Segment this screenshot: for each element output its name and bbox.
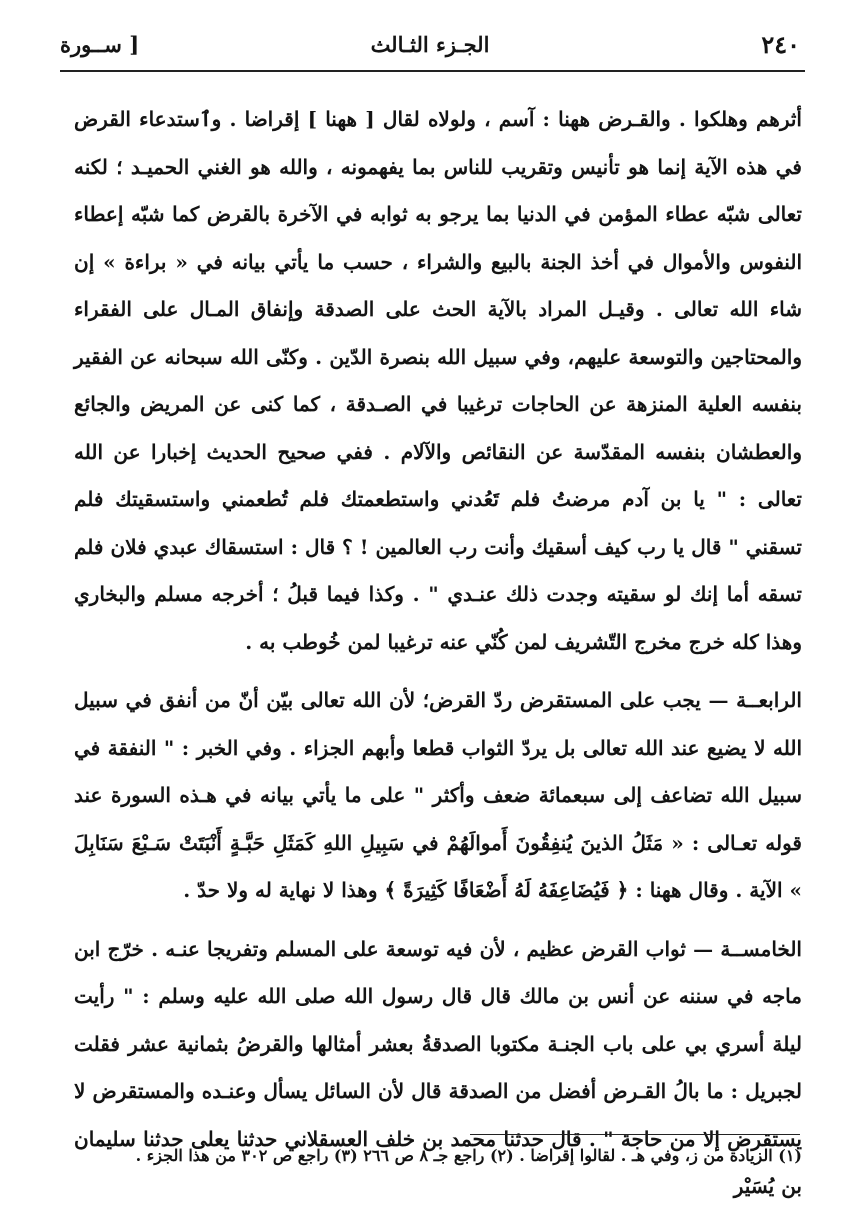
paragraph-intro: أثرهم وهلكوا . والقـرض ههنا : آسم ، ولولاه لقال [ ههنا ] إقراضا . وٱستدعاء القرض في هذه الآية إنما هو تأنيس وتقريب للناس بما يفهمونه ، والله هو الغني الحميـد ؛ لكنه تعالى شبّه عطاء المؤمن في الدنيا بما يرجو به ثوابه في الآخرة بالقرض كما شبّه إعطاء النفوس والأموال في أخذ الجنة بالبيع والشراء ، حسب ما يأتي بيانه في « براءة » إن شاء الله تعالى . وقيـل المراد بالآية الحث على الصدقة وإنفاق المـال على الفقراء والمحتاجين والتوسعة عليهم، وفي سبيل الله بنصرة الدّين . وكنّى الله سبحانه عن الفقير بنفسه العلية المنزهة عن الحاجات ترغيبا في الصـدقة ، كما كنى عن المريض والجائع والعطشان بنفسه المقدّسة عن النقائص والآلام . ففي صحيح الحديث إخبارا عن الله تعالى : " يا بن آدم مرضتُ فلم تَعُدني واستطعمتك فلم تُطعمني واستسقيتك فلم تسقني " قال يا رب كيف أسقيك وأنت رب العالمين ! ؟ قال : استسقاك عبدي فلان فلم تسقه أما إنك لو سقيته وجدت ذلك عنـدي " . وكذا فيما قبلُ ؛ أخرجه مسلم والبخاري وهذا كله خرج مخرج التّشريف لمن كُنّي عنه ترغيبا لمن خُوطب به . (74, 107, 803, 654)
paragraph-fourth: الرابعــة — يجب على المستقرض ردّ القرض؛ لأن الله تعالى بيّن أنّ من أنفق في سبيل الله لا يضيع عند الله تعالى بل يردّ الثواب قطعا وأبهم الجزاء . وفي الخبر : " النفقة في سبيل الله تضاعف إلى سبعمائة ضعف وأكثر " على ما يأتي بيانه في هـذه السورة عند قوله تعـالى : « مَثَلُ الذينَ يُنفِقُونَ أَموالَهُمْ في سَبِيلِ اللهِ كَمَثَلِ حَبَّـةٍ أَنْبَتَتْ سَـبْعَ سَنَابِلَ » الآية . وقال ههنا : ﴿ فَيُضَاعِفَهُ لَهُ أَضْعَافًا كَثِيرَةً ﴾ وهذا لا نهاية له ولا حدّ . (74, 688, 802, 902)
header-rule (60, 70, 805, 72)
paragraph-fifth: الخامســة — ثواب القرض عظيم ، لأن فيه توسعة على المسلم وتفريجا عنـه . خرّج ابن ماجه في سننه عن أنس بن مالك قال قال رسول الله صلى الله عليه وسلم : " رأيت ليلة أسري بي على باب الجنـة مكتوبا الصدقةُ بعشر أمثالها والقرضُ بثمانية عشر فقلت لجبريل : ما بالُ القـرض أفضل من الصدقة قال لأن السائل يسأل وعنـده والمستقرض لا يستقرض إلا من حاجة " . قال حدثنا محمد بن خلف العسقلاني حدثنا يعلى حدثنا سليمان بن يُسَيْر (74, 936, 802, 1198)
page-header (60, 28, 800, 70)
surah-title: [ ســورة (60, 32, 140, 57)
footnotes: (١) الزيادة من ز، وفي هـ . لقالوا إقراضا . (٢) راجع جـ ٨ ص ٢٦٦ (٣) راجع ص ٣٠٢ من هذا الجزء . (135, 1146, 802, 1165)
main-text (74, 96, 802, 1211)
part-title: الجـزء الثـالث (370, 32, 490, 57)
footnote-rule (470, 1134, 800, 1135)
page-number: ٢٤٠ (761, 30, 800, 59)
